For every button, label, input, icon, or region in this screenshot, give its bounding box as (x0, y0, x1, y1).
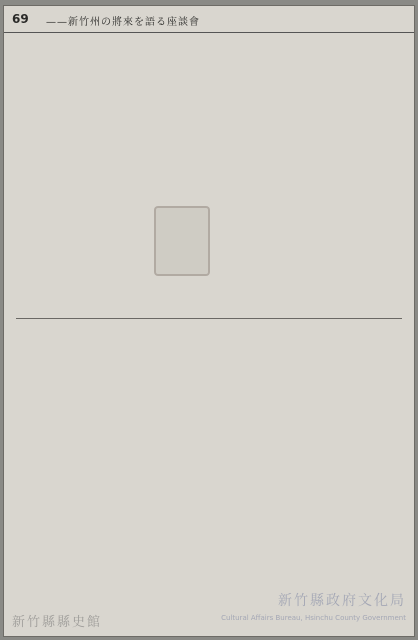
page-number: 69 (12, 12, 29, 26)
watermark-cultural-bureau-en: Cultural Affairs Bureau, Hsinchu County Government (221, 614, 406, 622)
page-header (4, 6, 414, 33)
watermark-county-history-museum: 新竹縣縣史館 (12, 615, 103, 630)
watermark-cultural-bureau: 新竹縣政府文化局 (278, 593, 406, 609)
library-stamp (154, 206, 210, 276)
lower-text-tier (16, 328, 402, 568)
tier-divider (16, 318, 402, 319)
document-page (4, 6, 414, 636)
running-title: ——新竹州の將來を語る座談會 (46, 17, 200, 28)
